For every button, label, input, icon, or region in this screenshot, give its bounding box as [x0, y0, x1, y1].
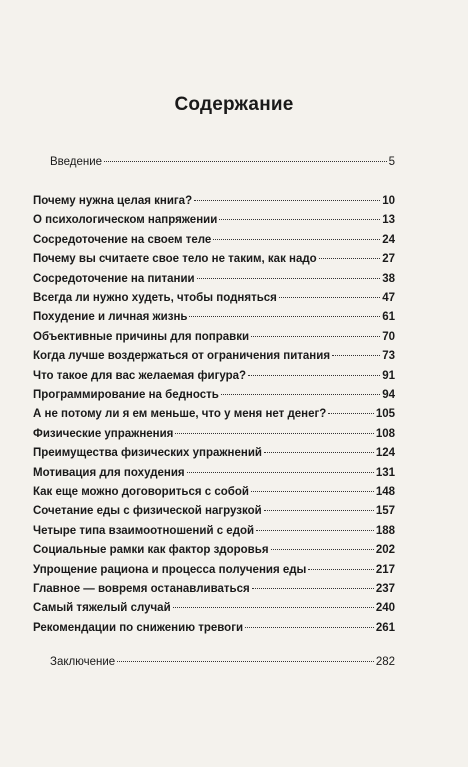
- toc-entry-page: 5: [388, 156, 395, 168]
- toc-entry: [33, 369, 395, 383]
- toc-entry-label: Социальные рамки как фактор здоровья: [33, 544, 269, 557]
- toc-entry-label: Главное — вовремя останавливаться: [33, 583, 250, 595]
- toc-entry-label: О психологическом напряжении: [33, 214, 218, 227]
- toc-entry: [33, 427, 395, 441]
- page-title: Содержание: [174, 94, 294, 115]
- toc-entry-label: Упрощение рациона и процесса получения еды: [33, 563, 307, 576]
- dot-leader: [279, 297, 380, 298]
- dot-leader: [319, 258, 381, 259]
- toc-entry: [33, 582, 395, 596]
- toc-entry: [33, 194, 395, 208]
- toc-entry-label: Рекомендации по снижению тревоги: [33, 621, 244, 634]
- toc-entry: [33, 330, 395, 344]
- dot-leader: [264, 452, 374, 453]
- toc-entry-page: 237: [375, 583, 395, 595]
- toc-entry: [33, 601, 395, 615]
- toc-entry-label: Преимущества физических упражнений: [33, 447, 262, 460]
- toc-entry-page: 91: [382, 369, 395, 382]
- toc-entry-label: Введение: [50, 156, 103, 168]
- toc-entry-page: 73: [382, 350, 395, 363]
- dot-leader: [251, 491, 374, 492]
- toc-entry-page: 47: [382, 292, 395, 304]
- toc-entry-page: 94: [382, 389, 395, 401]
- toc-entry: [33, 504, 395, 518]
- dot-leader: [256, 530, 374, 531]
- toc-entry-page: 282: [375, 656, 395, 668]
- dot-leader: [173, 607, 374, 608]
- toc-entry: [33, 621, 395, 635]
- dot-leader: [104, 161, 387, 162]
- dot-leader: [308, 569, 373, 570]
- toc-entry-label: Самый тяжелый случай: [33, 602, 171, 615]
- toc-entry-page: 61: [382, 311, 395, 324]
- toc-entry-page: 240: [375, 602, 395, 615]
- toc-entry: [33, 272, 395, 286]
- toc-entry: [33, 291, 395, 305]
- toc-entry-label: Программирование на бедность: [33, 389, 219, 401]
- toc-entry: [33, 252, 395, 266]
- dot-leader: [219, 219, 380, 220]
- dot-leader: [194, 200, 380, 201]
- toc-entry-page: 124: [375, 447, 395, 460]
- toc-entry: [33, 446, 395, 460]
- toc-entry-page: 157: [375, 505, 395, 518]
- toc-entry-label: Заключение: [50, 656, 116, 668]
- dot-leader: [213, 239, 380, 240]
- toc-entry-label: Когда лучше воздержаться от ограничения питания: [33, 350, 331, 363]
- toc-entry-label: Всегда ли нужно худеть, чтобы подняться: [33, 292, 277, 304]
- toc-entry-page: 202: [375, 544, 395, 557]
- toc-entry: [33, 349, 395, 363]
- dot-leader: [117, 661, 374, 662]
- toc-entry-page: 70: [382, 330, 395, 343]
- toc-entry: [33, 388, 395, 402]
- dot-leader: [328, 413, 373, 414]
- toc-entry: [33, 466, 395, 480]
- toc-entry-label: Сосредоточение на питании: [33, 272, 195, 285]
- toc-entry: [33, 543, 395, 557]
- toc-entry-label: Почему нужна целая книга?: [33, 195, 193, 207]
- toc-entry-page: 261: [375, 621, 395, 634]
- toc-entry: [33, 524, 395, 538]
- toc-entry-page: 131: [375, 466, 395, 479]
- toc-entry-label: Как еще можно договориться с собой: [33, 486, 249, 498]
- toc-entry-page: 105: [375, 408, 395, 421]
- toc-entry-label: А не потому ли я ем меньше, что у меня нет денег?: [33, 408, 327, 421]
- toc-entry-page: 13: [382, 214, 395, 227]
- toc-entry-label: Похудение и личная жизнь: [33, 311, 188, 324]
- toc-entry-label: Мотивация для похудения: [33, 466, 185, 479]
- toc-entry-label: Почему вы считаете свое тело не таким, как надо: [33, 253, 317, 266]
- toc-entry-page: 27: [382, 253, 395, 266]
- toc-entry-label: Четыре типа взаимоотношений с едой: [33, 524, 255, 537]
- toc-entry: [33, 233, 395, 247]
- toc-entry-page: 38: [382, 272, 395, 285]
- toc-entry-label: Сочетание еды с физической нагрузкой: [33, 505, 262, 518]
- dot-leader: [197, 278, 381, 279]
- toc-entry-label: Что такое для вас желаемая фигура?: [33, 369, 247, 382]
- toc-entry-page: 108: [375, 427, 395, 440]
- dot-leader: [187, 472, 374, 473]
- dot-leader: [245, 627, 374, 628]
- dot-leader: [189, 316, 380, 317]
- toc-entry: [33, 310, 395, 324]
- toc-entry-label: Сосредоточение на своем теле: [33, 233, 212, 246]
- toc-entry-page: 188: [375, 524, 395, 537]
- toc-entry-outro: [50, 655, 395, 669]
- toc-entry: [33, 407, 395, 421]
- dot-leader: [264, 510, 374, 511]
- toc-entry-page: 24: [382, 233, 395, 246]
- toc-entry: [33, 213, 395, 227]
- dot-leader: [248, 375, 380, 376]
- dot-leader: [271, 549, 374, 550]
- toc-entry-page: 10: [382, 195, 395, 207]
- dot-leader: [221, 394, 380, 395]
- toc-entry-label: Объективные причины для поправки: [33, 330, 250, 343]
- toc-entry-page: 217: [375, 563, 395, 576]
- toc-entry-page: 148: [375, 486, 395, 498]
- toc-entry-intro: [50, 155, 395, 169]
- dot-leader: [252, 588, 374, 589]
- toc-entry: [33, 563, 395, 577]
- toc-entry-label: Физические упражнения: [33, 427, 174, 440]
- dot-leader: [175, 433, 373, 434]
- dot-leader: [332, 355, 380, 356]
- dot-leader: [251, 336, 380, 337]
- toc-entry: [33, 485, 395, 499]
